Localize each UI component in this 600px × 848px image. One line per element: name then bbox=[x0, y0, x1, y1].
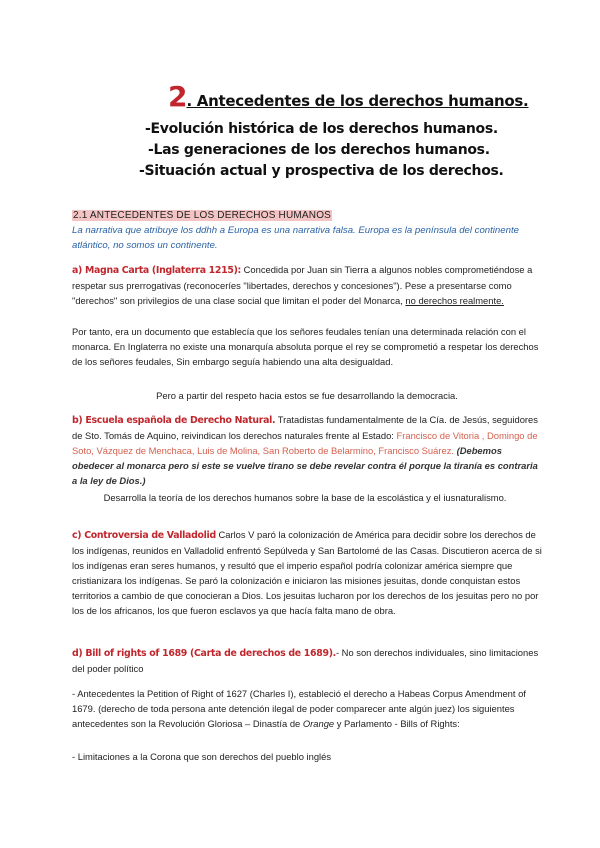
title-text: . Antecedentes de los derechos humanos. bbox=[186, 92, 529, 110]
magna-carta-centered: Pero a partir del respeto hacia estos se fue desarrollando la democracia. bbox=[156, 390, 458, 401]
magna-carta-underlined: no derechos realmente. bbox=[405, 295, 504, 306]
bill-of-rights-heading: d) Bill of rights of 1689 (Carta de derechos de 1689). bbox=[72, 648, 336, 659]
bill-text-a: - Antecedentes la Petition of Right of 1627 (Charles I), estableció el derecho a Habeas Corpus Amendment of 1679. (derecho de toda persona ante detención ilegal de poder comparecer ante algún juez) los siguientes antecedentes son la Revolución Gloriosa – Dinastía de bbox=[72, 688, 526, 729]
escuela-paragraph bbox=[72, 412, 542, 488]
page-title bbox=[168, 80, 528, 113]
valladolid-heading: c) Controversia de Valladolid bbox=[72, 530, 216, 541]
subtitle-evolucion: -Evolución histórica de los derechos humanos. bbox=[145, 121, 498, 137]
valladolid-text: Carlos V paró la colonización de América para decidir sobre los derechos de los indígenas, reunidos en Valladolid enfrentó Sepúlveda y San Bartolomé de las Casas. Discutieron acerca de si los indígenas eran seres humanos, y resultó que el imperio español podría colonizar américa siempre que cristianizara los indígenas. Se paró la colonización e iniciaron las misiones jesuitas, donde conquistan estos territorios a cambio de que conocieran a Dios. Los jesuitas lucharon por los derechos de los jesuitas pero no por los de los africanos, los que fueron esclavos ya que hacía falta mano de obra. bbox=[72, 529, 542, 616]
bill-of-rights-paragraph-2 bbox=[72, 686, 542, 731]
bill-of-rights-text: - No son derechos individuales, sino limitaciones del poder político bbox=[72, 647, 539, 674]
magna-carta-heading: a) Magna Carta (Inglaterra 1215): bbox=[72, 265, 242, 276]
escuela-names: Francisco de Vitoria , Domingo de Soto, Vázquez de Menchaca, Luis de Molina, San Roberto de Belarmino, Francisco Suárez. bbox=[72, 430, 538, 456]
subtitle-situacion: -Situación actual y prospectiva de los derechos. bbox=[139, 163, 504, 179]
valladolid-paragraph bbox=[72, 527, 542, 618]
bill-text-b: y Parlamento - Bills of Rights: bbox=[334, 718, 460, 729]
escuela-centered: Desarrolla la teoría de los derechos humanos sobre la base de la escolástica y el iusnaturalismo. bbox=[103, 492, 507, 503]
intro-note: La narrativa que atribuye los ddhh a Europa es una narrativa falsa. Europa es la península del continente atlántico, no somos un continente. bbox=[72, 225, 519, 251]
section-heading: 2.1 ANTECEDENTES DE LOS DERECHOS HUMANOS bbox=[73, 210, 332, 221]
title-number: 2 bbox=[168, 80, 187, 113]
escuela-text: Tratadistas fundamentalmente de la Cía. de Jesús, seguidores de Sto. Tomás de Aquino, reivindican los derechos naturales frente al Estado: bbox=[72, 414, 538, 441]
escuela-quote: (Debemos obedecer al monarca pero si este se vuelve tirano se debe revelar contra él porque la tiranía es contraria a la ley de Dios.) bbox=[72, 445, 538, 486]
bill-of-rights-paragraph-3: - Limitaciones a la Corona que son derechos del pueblo inglés bbox=[72, 751, 332, 762]
subtitle-generaciones: -Las generaciones de los derechos humanos. bbox=[148, 142, 490, 158]
magna-carta-paragraph bbox=[72, 262, 542, 308]
bill-orange: Orange bbox=[302, 718, 335, 729]
magna-carta-text: Concedida por Juan sin Tierra a algunos nobles comprometiéndose a respetar sus prerrogativas (reconoceríes "libertades, derechos y concesiones"). Pese a presentarse como "derechos" son privilegios de una clase social que limitan el poder del Monarca, bbox=[72, 264, 533, 306]
magna-carta-paragraph-2: Por tanto, era un documento que establecía que los señores feudales tenían una determinada relación con el monarca. En Inglaterra no existe una monarquía absoluta porque el rey se comprometió a respetar los derechos de los señores feudales, Sin embargo seguía habiendo una alta desigualdad. bbox=[72, 326, 539, 367]
escuela-heading: b) Escuela española de Derecho Natural. bbox=[72, 415, 276, 426]
bill-of-rights-paragraph bbox=[72, 645, 542, 676]
